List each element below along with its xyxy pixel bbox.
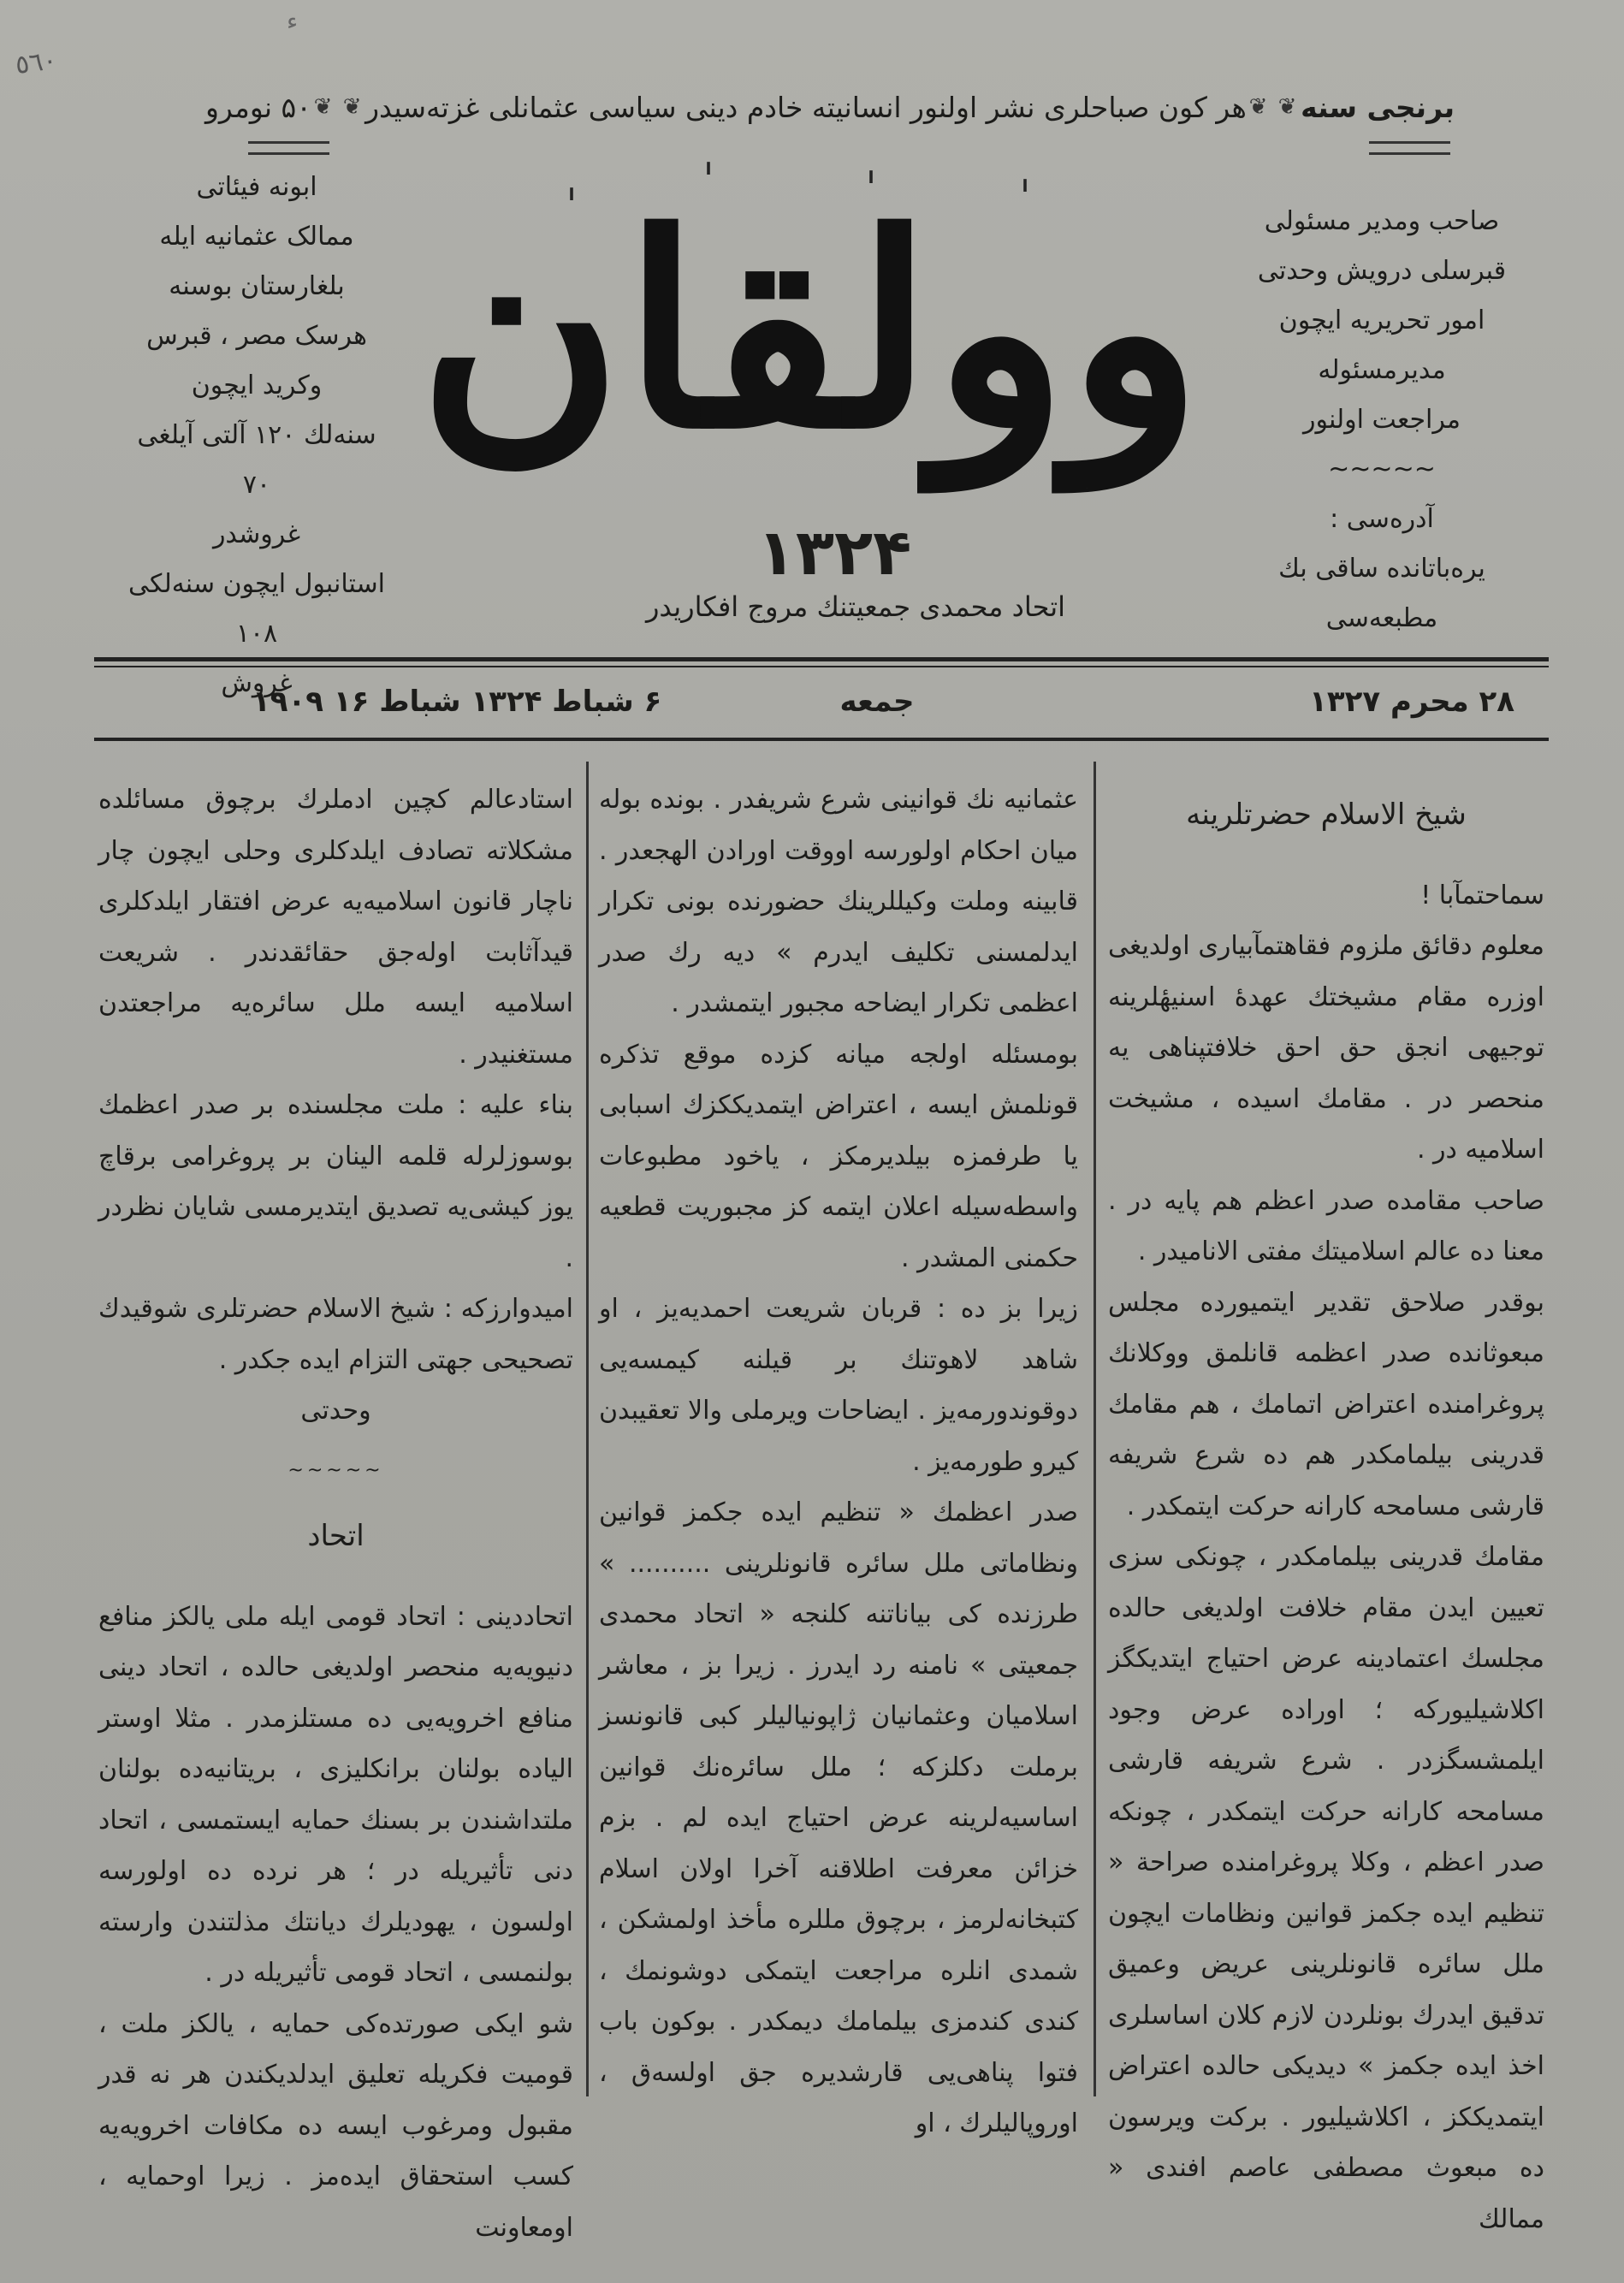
decorative-bar-left: [248, 141, 329, 155]
paragraph: مقامك قدرینی بیلمامکدر ، چونکی سزی تعیین ایدن مقام خلافت اولدیغی حالده مجلسك اعتمادینه عرض احتیاج ایتدیکگز اکلاشیلیورکه ؛ اوراده عرض وجود ایلمشسگزدر . شرع شریفه قارشی مسامحه کارانه حرکت ایتمکدر ، چونکه صدر اعظم ، وکلا پروغرامنده صراحة « تنظیم ایده جکمز قوانین ونظامات ایچون ملل سائره قانونلرینی عریض وعمیق تدقیق ایدرك بونلردن لازم کلان اساسلری اخذ ایده جکمز » دیدیکی حالده اعتراض ایتمدیککز ، اکلاشیلیور . برکت ویرسون ده مبعوث مصطفی عاصم افندی « ممالك: [1108, 1542, 1544, 2234]
subscription-line: سنه‌لك ۱۲۰ آلتی آیلغی ۷۰: [137, 420, 376, 500]
handwritten-corner-note: ٥٦٠: [13, 44, 59, 81]
subscription-block: [128, 163, 385, 709]
editor-line: امور تحریریه ایچون مدیرمسئوله: [1278, 305, 1485, 385]
hijri-date: ۲۸ محرم ۱۳۲۷: [1309, 685, 1514, 719]
dateline-rule-bottom: [94, 738, 1549, 741]
subscription-line: ممالک عثمانیه ایله بلغارستان بوسنه: [159, 222, 354, 301]
masthead-title: وولقان: [418, 176, 1202, 488]
top-banner: [205, 86, 1455, 128]
paragraph: صاحب مقامده صدر اعظم هم پایه در . معنا ده عالم اسلامیتك مفتی الانامیدر .: [1108, 1185, 1544, 1266]
column-divider: [1094, 762, 1096, 2096]
paragraph: بومسئله اولجه میانه کزده موقع تذکره قونلمش ایسه ، اعتراض ایتمدیککزك اسبابی یا طرفمزه بیلدیرمکز ، یاخود مطبوعات واسطه‌سیله اعلان ایتمه کز مجبوریت قطعیه حکمنی المشدر .: [599, 1039, 1078, 1273]
subscription-line: غروشدر: [212, 519, 301, 549]
editor-block: [1224, 197, 1540, 643]
masthead-rule-top: [94, 657, 1549, 661]
newspaper-subtitle: هر کون صباحلری نشر اولنور انسانیته خادم دینی سیاسی عثمانلی غزته‌سیدر: [365, 90, 1247, 124]
column-3: [98, 774, 573, 2243]
article-heading: شیخ الاسلام حضرتلرینه: [1186, 798, 1467, 832]
paragraph: استادعالم کچین ادملرك برچوق مسائلده مشکلاته تصادف ایلدکلری وحلی ایچون چار ناچار قانون اسلامیه‌یه عرض افتقار ایلدکلری قیدآثابت اوله‌جق حقائقدندر . شریعت اسلامیه ایسه ملل سائره‌یه مراجعتدن مستغنیدر .: [98, 785, 573, 1070]
author-signature: وحدتی: [300, 1396, 371, 1426]
subscription-line: غروش: [221, 668, 293, 698]
subscription-title: ابونه فیئاتی: [196, 172, 317, 202]
paragraph: شو ایکی صورتده‌کی حمایه ، یالکز ملت ، قومیت فکریله تعلیق ایدلدیکندن هر نه قدر مقبول ومرغوب ایسه ده مکافات اخرویه‌یه کسب استحقاق ایده‌مز . زیرا اوحمایه ، اومعاونت: [98, 2008, 573, 2243]
address-label: آدره‌سی :: [1330, 504, 1434, 534]
ornament-icon: ❦ ❦: [313, 94, 364, 120]
editor-line: صاحب ومدیر مسئولی: [1264, 206, 1500, 236]
corner-mark: ﺀ: [287, 7, 299, 35]
editor-line: قبرسلی درویش وحدتی: [1257, 256, 1507, 286]
paragraph: صدر اعظمك « تنظیم ایده جکمز قوانین ونظاماتی ملل سائره قانونلرینی .......... » طرزنده کی بیاناتنه کلنجه « اتحاد محمدی جمعیتی » نامنه رد ایدرز . زیرا بز ، معاشر اسلامیان وعثمانیان ژاپونیالیلر کبی قانونسز برملت دکلزکه ؛ ملل سائره‌نك قوانین اساسیه‌لرینه عرض احتیاج ایده لم . بزم خزائن معرفت اطلاقنه آخرا اولان اسلام کتبخانه‌لرمز ، برچوق مللره مأخذ اولمشکن ، شمدی انلره مراجعت ایتمکی دوشونمك ، کندی کندمزی بیلمامك دیمکدر . بوکون باب فتوا پناهی‌یی قارشدیره جق اولسه‌ق ، اوروپالیلرك ، او: [599, 1497, 1078, 2138]
editor-line: مراجعت اولنور: [1303, 405, 1461, 435]
masthead: [418, 152, 1202, 590]
paragraph: عثمانیه نك قوانینی شرع شریفدر . بونده بوله میان احکام اولورسه اووقت اورادن الهجعدر . قابینه وملت وکیللرینك حضورنده بونی تکرار ایدلمسنی تکلیف ایدرم » دیه رك صدر اعظمی تکرار ایضاحه مجبور ایتمشدر .: [599, 785, 1078, 1018]
masthead-motto: اتحاد محمدی جمعیتنك مروج افکاریدر: [645, 590, 1066, 623]
paragraph: امیدوارزکه : شیخ الاسلام حضرتلری شوقیدك تصحیحی جهتی التزام ایده جکدر .: [98, 1294, 573, 1375]
weekday: جمعه: [839, 685, 915, 719]
paragraph: بناء علیه : ملت مجلسنده بر صدر اعظمك بوسوزلرله قلمه الینان بر پروغرامی برقاچ یوز کیشی‌یه تصدیق ایتدیرمسی شایان نظردر .: [98, 1090, 573, 1273]
issue-number: ۵۰ نومرو: [205, 90, 311, 124]
masthead-year: ۱۳۲۴: [756, 516, 912, 590]
paragraph: بوقدر صلاحق تقدیر ایتمیورده مجلس مبعوثانده صدر اعظمه قانلمق ووکلانك پروغرامنده اعتراض اتمامك ، هم مقامك قدرینی بیلمامکدر هم ده شرع شریفه قارشی مسامحه کارانه حرکت ایتمکدر .: [1108, 1287, 1544, 1521]
column-1: [1108, 774, 1544, 2234]
paragraph: اتحاددینی : اتحاد قومی ایله ملی یالکز منافع دنیویه‌یه منحصر اولدیغی حالده ، اتحاد دینی منافع اخرویه‌یی ده مستلزمدر . مثلا اوستر الیاده بولنان برانکلیزی ، بریتانیه‌ده بولنان ملتداشندن بر بسنك حمایه ایستمسی ، اتحاد دنی تأثیریله در ؛ هر نرده ده اولورسه اولسون ، یهودیلرك دیانتك مذلتندن وارسته بولنمسی ، اتحاد قومی تأثیریله در .: [98, 1601, 573, 1988]
editor-divider: ~~~~~: [1328, 454, 1436, 484]
subscription-line: هرسک مصر ، قبرس: [146, 321, 367, 351]
year-label: برنجی سنه: [1301, 90, 1455, 124]
subscription-line: وکرید ایچون: [191, 371, 323, 400]
decorative-bar-right: [1369, 141, 1450, 155]
column-2: [599, 774, 1078, 2138]
paragraph: زیرا بز ده : قربان شریعت احمدیه‌یز ، او شاهد لاهوتنك بر قیلنه کیمسه‌یی دوقوندورمه‌یز . ایضاحات ویرملی والا تعقیبدن کیرو طورمه‌یز .: [599, 1294, 1078, 1477]
paragraph: معلوم دقائق ملزوم فقاهتمآبیاری اولدیغی اوزره مقام مشیختك عهدهٔ اسنیهٔلرینه توجیهی انجق حق احق خلافتپناهی یه منحصر در . مقامك اسیده ، مشیخت اسلامیه در .: [1108, 931, 1544, 1165]
rumi-gregorian-date: ۶ شباط ۱۳۲۴ شباط ۱۶ ۱۹۰۹: [252, 685, 662, 719]
section-separator: ~~~~~: [287, 1459, 384, 1481]
address: یره‌باتانده ساقی بك مطبعه‌سی: [1278, 554, 1485, 633]
salutation: سماحتمآبا !: [1420, 880, 1544, 910]
column-divider: [586, 762, 589, 2096]
subscription-line: استانبول ایچون سنه‌لکی ۱۰۸: [128, 569, 385, 649]
dateline: [94, 676, 1549, 727]
article-heading: اتحاد: [307, 1519, 365, 1553]
masthead-rule-top-thin: [94, 666, 1549, 667]
ornament-icon: ❦ ❦: [1248, 94, 1299, 120]
